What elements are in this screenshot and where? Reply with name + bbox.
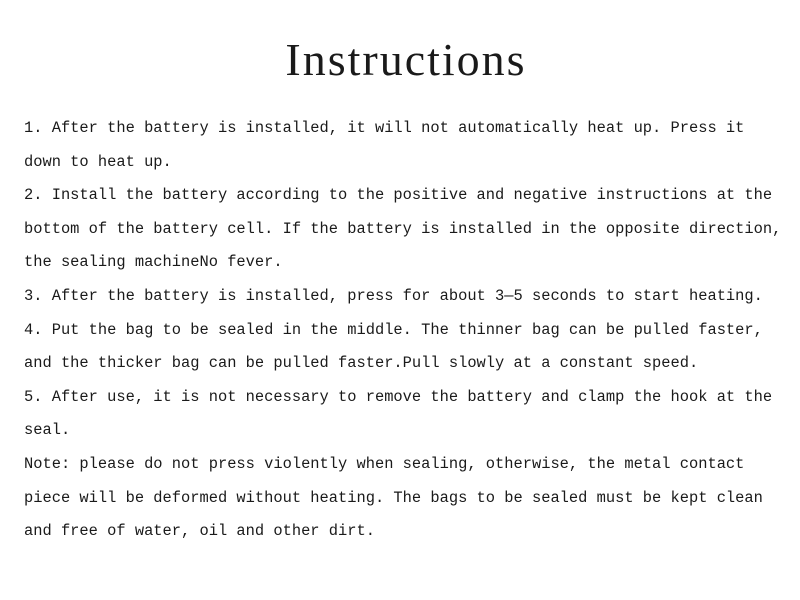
- instruction-step-3: 3. After the battery is installed, press for about 3—5 seconds to start heating.: [24, 286, 763, 305]
- instructions-body: [24, 112, 789, 549]
- instruction-note: Note: please do not press violently when sealing, otherwise, the metal contact piece will be deformed without heating. The bags to be sealed must be kept clean and free of water, oil and other dirt.: [24, 454, 763, 541]
- instruction-step-4: 4. Put the bag to be sealed in the middle. The thinner bag can be pulled faster, and the thicker bag can be pulled faster.Pull slowly at a constant speed.: [24, 320, 763, 373]
- instruction-step-5: 5. After use, it is not necessary to remove the battery and clamp the hook at the seal.: [24, 387, 773, 440]
- instruction-step-1: 1. After the battery is installed, it will not automatically heat up. Press it down to heat up.: [24, 119, 745, 171]
- page-title: Instructions: [285, 34, 527, 85]
- instruction-step-2: 2. Install the battery according to the positive and negative instructions at the bottom of the battery cell. If the battery is installed in the opposite direction, the sealing machineNo fever.: [24, 186, 782, 272]
